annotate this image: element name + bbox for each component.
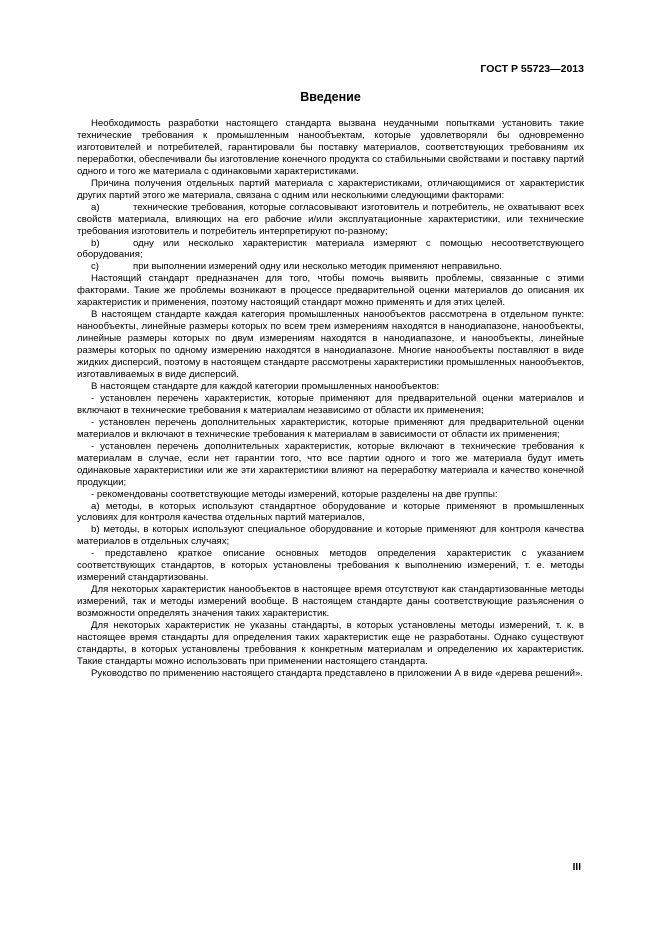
- paragraph: - установлен перечень дополнительных характеристик, которые применяют для предварительной оценки материалов и включают в технические требования к материалам в зависимости от области их применения;: [77, 416, 584, 440]
- standard-code: ГОСТ Р 55723—2013: [480, 63, 584, 75]
- paragraph: Необходимость разработки настоящего стандарта вызвана неудачными попытками установить такие технические требования к промышленным нанообъектам, которые удовлетворяли бы одновременно изготовителей и потребителей, гарантировали бы поставку материалов, соответствующих требованиям их переработки, обеспечивали бы изготовление конечного продукта со стабильными свойствами и поставку партий одного и того же материала с одинаковыми характеристиками.: [77, 118, 584, 177]
- list-marker: a): [91, 201, 100, 213]
- document-body: [77, 118, 584, 680]
- list-item-text: при выполнении измерений одну или несколько методик применяют неправильно.: [133, 261, 503, 273]
- paragraph: Причина получения отдельных партий материала с характеристиками, отличающимися от характеристик других партий этого же материала, связана с одним или несколькими следующими факторами:: [77, 177, 584, 201]
- paragraph: - представлено краткое описание основных методов определения характеристик с указанием соответствующих стандартов, в которых установлены требования к выполнению измерений, т. е. методы измерений стандартизованы.: [77, 548, 584, 584]
- paragraph: а) методы, в которых используют стандартное оборудование и которые применяют в промышленных условиях для контроля качества отдельных партий материалов,: [77, 500, 584, 524]
- list-item-text: технические требования, которые согласовывают изготовитель и потребитель, не охватывают всех свойств материала, влияющих на его рабочие и/или эксплуатационные характеристики, или технические требования изготовитель и потребитель интерпретируют по-разному;: [77, 201, 584, 237]
- list-marker: c): [91, 261, 99, 273]
- paragraph: Для некоторых характеристик не указаны стандарты, в которых установлены методы измерений, т. к. в настоящее время стандарты для определения таких характеристик еще не разработаны. Однако существуют стандарты, в которых установлены требования к конкретным материалам и определению их характеристик. Такие стандарты можно использовать при применении настоящего стандарта.: [77, 620, 584, 667]
- list-item: [77, 202, 584, 238]
- page-number: III: [572, 862, 581, 873]
- paragraph: В настоящем стандарте для каждой категории промышленных нанообъектов:: [91, 380, 440, 392]
- list-item-text: одну или несколько характеристик материала измеряют с помощью несоответствующего оборудования;: [77, 237, 584, 261]
- paragraph: Для некоторых характеристик нанообъектов в настоящее время отсутствуют как стандартизованные методы измерений, так и методы измерений вообще. В настоящем стандарте даны соответствующие разъяснения о возможности определять значения таких характеристик.: [77, 584, 584, 620]
- paragraph: Настоящий стандарт предназначен для того, чтобы помочь выявить проблемы, связанные с этими факторами. Такие же проблемы возникают в процессе предварительной оценки материалов до описания их характеристик и применения, поэтому настоящий стандарт можно применять и для этих целей.: [77, 273, 584, 309]
- page-title: Введение: [300, 90, 361, 104]
- paragraph: - установлен перечень дополнительных характеристик, которые включают в технические требования к материалам в случае, если нет гарантии того, что все партии одного и того же материала будут иметь одинаковые характеристики или же эти характеристики влияют на переработку материала и качество конечной продукции;: [77, 440, 584, 488]
- list-item: [77, 238, 584, 262]
- list-marker: b): [91, 237, 100, 249]
- paragraph: - установлен перечень характеристик, которые применяют для предварительной оценки материалов и включают в технические требования к материалам независимо от области их применения;: [77, 392, 584, 416]
- list-item: [77, 261, 584, 273]
- paragraph: Руководство по применению настоящего стандарта представлено в приложении А в виде «дерева решений».: [91, 667, 583, 679]
- paragraph: b) методы, в которых используют специальное оборудование и которые применяют для контроля качества материалов в отдельных случаях;: [77, 524, 584, 548]
- paragraph: В настоящем стандарте каждая категория промышленных нанообъектов рассмотрена в отдельном пункте: нанообъекты, линейные размеры которых по всем трем измерениям находятся в нанодиапазоне, нанообъекты, линейные размеры которых по двум измерениям находятся в нанодиапазоне, и нанообъекты, линейные размеры которых по одному измерению находятся в нанодиапазоне. Многие нанообъекты поставляют в виде жидких дисперсий, поэтому в настоящем стандарте рассмотрены характеристики промышленных нанообъектов, изготавливаемых в виде дисперсий.: [77, 309, 584, 381]
- paragraph: - рекомендованы соответствующие методы измерений, которые разделены на две группы:: [91, 488, 498, 500]
